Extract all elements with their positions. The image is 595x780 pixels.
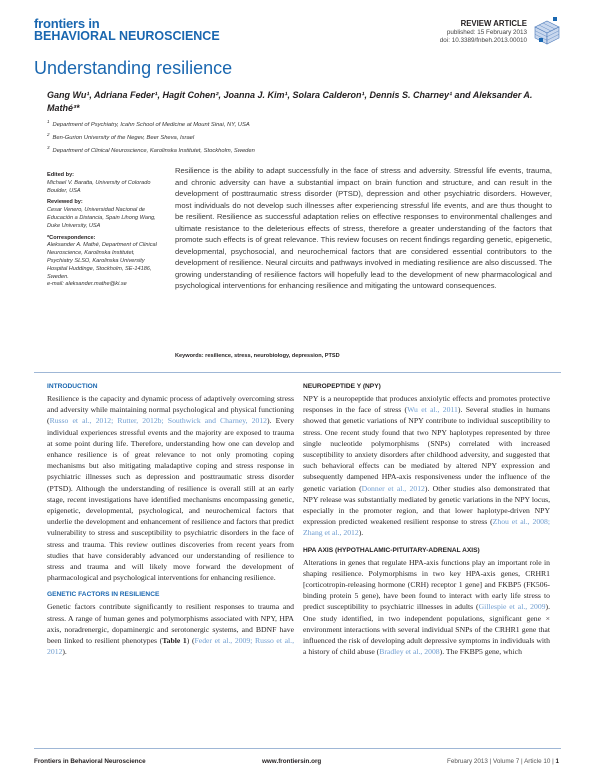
citation-link[interactable]: Bradley et al., 2008 <box>379 647 440 657</box>
abstract: Resilience is the ability to adapt successfully in the face of stress and adversity. Stressful life events, trauma, and chronic adversity can have a substantial impact on brain function and structure, and can result in the development of posttraumatic stress disorder (PTSD), depression and other psychiatric disorders. However, most individuals do not develop such illnesses after experiencing stressful life events, and are thus thought to be resilient. Resilience as successful adaptation relies on effective responses to environmental challenges and ultimate resistance to the deleterious effects of stress, therefore a greater understanding of the factors that promote such effects is of great relevance. This review focuses on recent findings regarding genetic, epigenetic, developmental, psychosocial, and neurochemical factors that are considered essential contributors to the development of resilience. Neural circuits and pathways involved in mediating resilience are also discussed. The growing understanding of resilience factors will hopefully lead to the development of new pharmacological and psychological interventions for enhancing resilience and mitigating the untoward consequences. <box>175 166 552 291</box>
published-date: published: 15 February 2013 <box>446 29 527 36</box>
hpa-axis-heading: HPA AXIS (HYPOTHALAMIC-PITUITARY-ADRENAL AXIS) <box>303 546 480 554</box>
citation-link[interactable]: Russo et al., 2012; Rutter, 2012b; Southwick and Charney, 2012 <box>49 416 268 426</box>
edited-by-heading: Edited by: <box>47 172 75 178</box>
reviewed-by-heading: Reviewed by: <box>47 199 83 206</box>
reviewers: Cesar Venero, Universidad Nacional de Educación a Distancia, Spain Lihong Wang, Duke University, USA <box>47 207 156 229</box>
affiliation-1: $^1$Department of Psychiatry, Icahn School of Medicine at Mount Sinai, NY, USA <box>47 119 250 128</box>
article-meta <box>440 19 527 44</box>
introduction-heading: INTRODUCTION <box>47 383 98 390</box>
affiliation-3: $^3$Department of Clinical Neuroscience, Karolinska Institutet, Stockholm, Sweden <box>47 145 255 155</box>
section-divider <box>34 372 561 373</box>
footer-divider <box>34 748 561 749</box>
citation-link[interactable]: Gillespie et al., 2009 <box>478 602 546 612</box>
citation-link[interactable]: Feder et al., 2009; Russo et al., 2012 <box>47 636 294 657</box>
citation-link[interactable]: Wu et al., 2011 <box>407 405 458 415</box>
author-list: Gang Wu¹, Adriana Feder¹, Hagit Cohen², Joanna J. Kim¹, Solara Calderon¹, Dennis S. Charney¹ and Aleksander A. Mathé³* <box>47 90 533 113</box>
body-column-right <box>303 378 550 663</box>
journal-name-line1: frontiers in <box>34 16 100 31</box>
keywords-label: Keywords: <box>175 353 204 359</box>
correspondence-heading: *Correspondence: <box>47 234 96 241</box>
correspondence-email[interactable]: e-mail: aleksander.mathe@ki.se <box>47 281 127 288</box>
table-reference[interactable]: Table 1 <box>162 636 187 646</box>
article-title: Understanding resilience <box>34 58 233 78</box>
body-column-left <box>47 378 294 663</box>
editorial-sidebar <box>47 168 159 289</box>
keywords <box>175 353 552 359</box>
citation-link[interactable]: Zhou et al., 2008; Zhang et al., 2012 <box>303 517 550 538</box>
genetic-factors-paragraph: Genetic factors contribute significantly to resilient responses to trauma and stress. A range of human genes and polymorphisms associated with NPY, HPA axis, noradrenergic, dopaminergic and serotonergic systems, and BDNF have been linked to resilient phenotypes (Table 1) (Feder et al., 2009; Russo et al., 2012). <box>47 602 294 657</box>
affiliations <box>47 117 547 156</box>
hpa-axis-paragraph: Alterations in genes that regulate HPA-axis functions play an important role in shaping resilience. Polymorphisms in two key HPA-axis genes, CRHR1 [corticotropin-releasing hormone (CRH) receptor 1 gene] and FKBP5 (FK506-binding protein 5 gene), have been found to interact with early life stress to predict susceptibility to psychiatric illnesses in adults (Gillespie et al., 2009). One study identified, in two independent populations, significant gene × environment interactions with several individual SNPs of the CRHR1 gene that influenced the risk of developing adult depressive symptoms in individuals with a history of child abuse (Bradley et al., 2008). The FKBP5 gene, which <box>303 557 550 657</box>
article-type: REVIEW ARTICLE <box>460 19 527 28</box>
keywords-list: resilience, stress, neurobiology, depression, PTSD <box>205 353 340 359</box>
affiliation-2: $^2$Ben-Gurion University of the Negev, Beer Sheva, Israel <box>47 132 195 142</box>
introduction-paragraph: Resilience is the capacity and dynamic process of adaptively overcoming stress and adversity while maintaining normal psychological and physical functioning (Russo et al., 2012; Rutter, 2012b; Southwick and Charney, 2012). Every individual experiences stressful events and the majority are exposed to trauma at some point during life. Therefore, understanding how one can develop and enhance resilience is of great relevance to not only promoting coping mechanisms but also mitigating maladaptive coping and stress response in psychiatric illnesses such as depression and posttraumatic stress disorder (PTSD). Although the understanding of resilience is overall still at an early stage, recent investigations have identified mechanisms encompassing genetic, epigenetic, developmental, psychological, and neurochemical factors that underlie the development and enhancement of resilience and factors that predict vulnerability to stress and susceptibility to psychiatric disorders in the face of stress and trauma. This review outlines discoveries from recent years from studies that have considerably advanced our understanding of resilience to stress and trauma and will likely move forward the development of pharmacological and psychological interventions for enhancing resilience. <box>47 394 294 583</box>
npy-paragraph: NPY is a neuropeptide that produces anxiolytic effects and promotes protective responses in the face of stress (Wu et al., 2011). Several studies in humans showed that genetic variations of NPY contribute to individual susceptibility to stress. One recent study found that two NPY haplotypes represented by three single nucleotide polymorphisms (SNPs) correlated with increased susceptibility to anxiety disorders after childhood adversity, and suggested that such behavioral effects can be mediated by altered NPY expression and subsequently dampened HPA-axis responsiveness under the influence of the genetic variation (Donner et al., 2012). Other studies also demonstrated that NPY release was substantially mediated by genetic variations in the NPY locus, especially in the promoter region, and that lower haplotype-driven NPY expression predicted weakened resilient response to stress (Zhou et al., 2008; Zhang et al., 2012). <box>303 394 550 538</box>
journal-cube-icon <box>531 17 563 45</box>
page-number: 1 <box>555 758 559 765</box>
footer-website-link[interactable]: www.frontiersin.org <box>262 758 322 765</box>
journal-logo[interactable] <box>34 18 294 43</box>
doi[interactable]: doi: 10.3389/fnbeh.2013.00010 <box>439 36 527 44</box>
footer-issue-info: February 2013 | Volume 7 | Article 10 | 1 <box>446 758 559 765</box>
npy-heading: NEUROPEPTIDE Y (NPY) <box>303 383 381 390</box>
citation-link[interactable]: Donner et al., 2012 <box>361 483 425 493</box>
journal-name-line2: BEHAVIORAL NEUROSCIENCE <box>34 29 220 43</box>
correspondence-address: Aleksander A. Mathé, Department of Clinical Neuroscience, Karolinska Institutet, Psychiatry SLSO, Karolinska University Hospital Huddinge, Stockholm, SE-14186, Sweden. <box>47 242 157 280</box>
genetic-factors-heading: GENETIC FACTORS IN RESILIENCE <box>47 591 160 599</box>
footer-journal: Frontiers in Behavioral Neuroscience <box>34 758 146 765</box>
editor: Michael V. Baratta, University of Colorado Boulder, USA <box>47 179 151 194</box>
